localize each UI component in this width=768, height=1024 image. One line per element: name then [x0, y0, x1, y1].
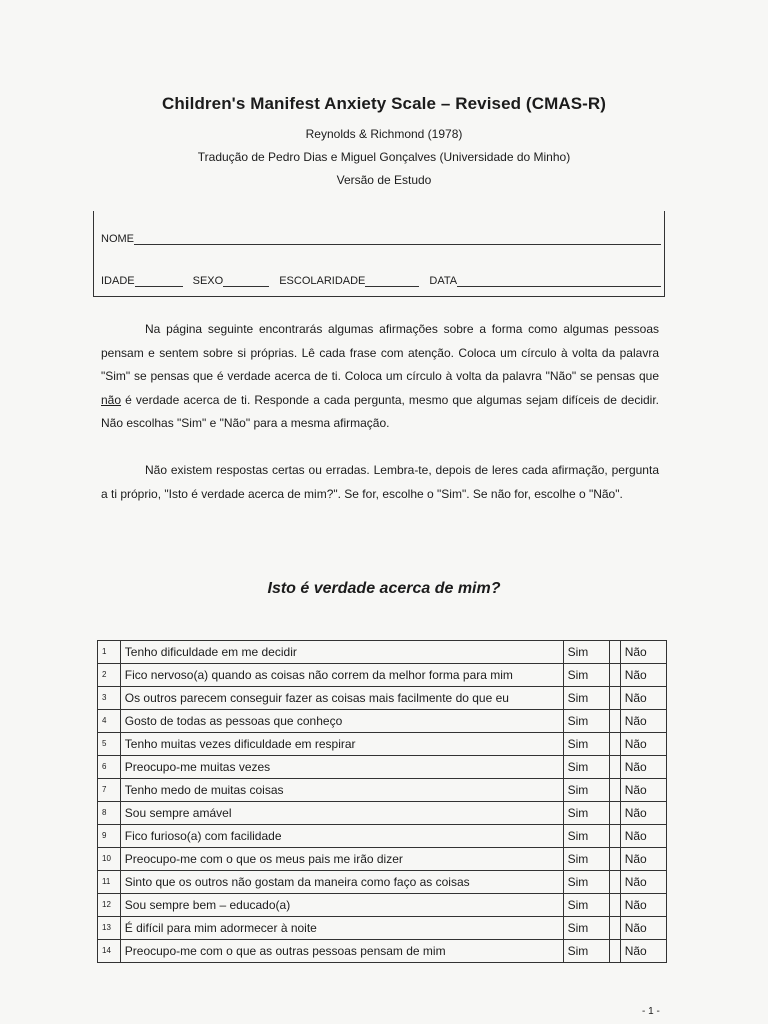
- age-field[interactable]: [135, 275, 183, 287]
- name-label: NOME: [101, 233, 134, 245]
- table-row: [98, 871, 667, 894]
- item-number: 10: [98, 848, 121, 871]
- item-number: 13: [98, 917, 121, 940]
- item-number: 3: [98, 687, 121, 710]
- answer-nao[interactable]: Não: [620, 871, 666, 894]
- answer-sim[interactable]: Sim: [563, 710, 609, 733]
- schooling-label: ESCOLARIDADE: [279, 275, 366, 287]
- table-row: [98, 825, 667, 848]
- version-label: Versão de Estudo: [336, 173, 432, 187]
- answer-nao[interactable]: Não: [620, 894, 666, 917]
- item-statement: Preocupo-me muitas vezes: [120, 756, 563, 779]
- answer-sim[interactable]: Sim: [563, 779, 609, 802]
- answer-sim[interactable]: Sim: [563, 756, 609, 779]
- table-row: [98, 894, 667, 917]
- item-statement: Tenho medo de muitas coisas: [120, 779, 563, 802]
- respondent-info-box: [93, 211, 665, 297]
- answer-nao[interactable]: Não: [620, 779, 666, 802]
- item-statement: Tenho dificuldade em me decidir: [120, 641, 563, 664]
- item-statement: Gosto de todas as pessoas que conheço: [120, 710, 563, 733]
- item-statement: Sou sempre bem – educado(a): [120, 894, 563, 917]
- date-field[interactable]: [457, 275, 661, 287]
- table-row: [98, 733, 667, 756]
- answer-nao[interactable]: Não: [620, 940, 666, 963]
- answer-nao[interactable]: Não: [620, 733, 666, 756]
- answer-nao[interactable]: Não: [620, 802, 666, 825]
- answer-nao[interactable]: Não: [620, 664, 666, 687]
- sex-field[interactable]: [223, 275, 269, 287]
- item-number: 14: [98, 940, 121, 963]
- item-statement: Sou sempre amável: [120, 802, 563, 825]
- answer-nao[interactable]: Não: [620, 710, 666, 733]
- details-row: [101, 275, 661, 287]
- item-statement: Tenho muitas vezes dificuldade em respirar: [120, 733, 563, 756]
- table-row: [98, 710, 667, 733]
- item-number: 9: [98, 825, 121, 848]
- instructions-paragraph-2: Não existem respostas certas ou erradas. Lembra-te, depois de leres cada afirmação, pergunta a ti próprio, "Isto é verdade acerca de mim?". Se for, escolhe o "Sim". Se não for, escolhe o "Não".: [101, 463, 659, 501]
- answer-sim[interactable]: Sim: [563, 641, 609, 664]
- instructions-paragraph-1: Na página seguinte encontrarás algumas afirmações sobre a forma como algumas pessoas pensam e sentem sobre si próprias. Lê cada frase com atenção. Coloca um círculo à volta da palavra "Sim" se pensas que é verdade acerca de ti. Coloca um círculo à volta da palavra "Não" se pensas que não é verdade acerca de ti. Responde a cada pergunta, mesmo que algumas sejam difíceis de decidir. Não escolhas "Sim" e "Não" para a mesma afirmação.: [101, 322, 659, 430]
- page-number: - 1 -: [642, 1006, 660, 1017]
- table-row: [98, 802, 667, 825]
- answer-sim[interactable]: Sim: [563, 940, 609, 963]
- age-label: IDADE: [101, 275, 135, 287]
- item-number: 1: [98, 641, 121, 664]
- question-heading: Isto é verdade acerca de mim?: [267, 580, 501, 597]
- date-label: DATA: [429, 275, 458, 287]
- translation-credit: Tradução de Pedro Dias e Miguel Gonçalves (Universidade do Minho): [197, 150, 571, 164]
- table-row: [98, 756, 667, 779]
- item-number: 2: [98, 664, 121, 687]
- table-row: [98, 664, 667, 687]
- schooling-field[interactable]: [365, 275, 419, 287]
- item-number: 8: [98, 802, 121, 825]
- item-number: 7: [98, 779, 121, 802]
- item-number: 12: [98, 894, 121, 917]
- table-row: [98, 940, 667, 963]
- item-statement: Os outros parecem conseguir fazer as coisas mais facilmente do que eu: [120, 687, 563, 710]
- answer-sim[interactable]: Sim: [563, 733, 609, 756]
- item-statement: Fico furioso(a) com facilidade: [120, 825, 563, 848]
- authors: Reynolds & Richmond (1978): [305, 127, 463, 141]
- table-row: [98, 641, 667, 664]
- item-statement: Fico nervoso(a) quando as coisas não correm da melhor forma para mim: [120, 664, 563, 687]
- answer-sim[interactable]: Sim: [563, 664, 609, 687]
- answer-sim[interactable]: Sim: [563, 871, 609, 894]
- answer-sim[interactable]: Sim: [563, 825, 609, 848]
- answer-sim[interactable]: Sim: [563, 848, 609, 871]
- item-statement: Preocupo-me com o que os meus pais me irão dizer: [120, 848, 563, 871]
- item-number: 11: [98, 871, 121, 894]
- answer-sim[interactable]: Sim: [563, 687, 609, 710]
- answer-sim[interactable]: Sim: [563, 802, 609, 825]
- item-number: 6: [98, 756, 121, 779]
- table-row: [98, 687, 667, 710]
- item-statement: Sinto que os outros não gostam da maneira como faço as coisas: [120, 871, 563, 894]
- name-row: [101, 233, 661, 245]
- table-row: [98, 779, 667, 802]
- answer-nao[interactable]: Não: [620, 825, 666, 848]
- answer-nao[interactable]: Não: [620, 848, 666, 871]
- answer-sim[interactable]: Sim: [563, 894, 609, 917]
- item-number: 5: [98, 733, 121, 756]
- items-table: [97, 640, 667, 963]
- item-statement: Preocupo-me com o que as outras pessoas pensam de mim: [120, 940, 563, 963]
- answer-nao[interactable]: Não: [620, 641, 666, 664]
- answer-nao[interactable]: Não: [620, 917, 666, 940]
- answer-sim[interactable]: Sim: [563, 917, 609, 940]
- page-title: Children's Manifest Anxiety Scale – Revised (CMAS-R): [161, 94, 607, 113]
- table-row: [98, 917, 667, 940]
- answer-nao[interactable]: Não: [620, 687, 666, 710]
- name-field[interactable]: [134, 233, 661, 245]
- sex-label: SEXO: [192, 275, 224, 287]
- answer-nao[interactable]: Não: [620, 756, 666, 779]
- item-number: 4: [98, 710, 121, 733]
- table-row: [98, 848, 667, 871]
- item-statement: É difícil para mim adormecer à noite: [120, 917, 563, 940]
